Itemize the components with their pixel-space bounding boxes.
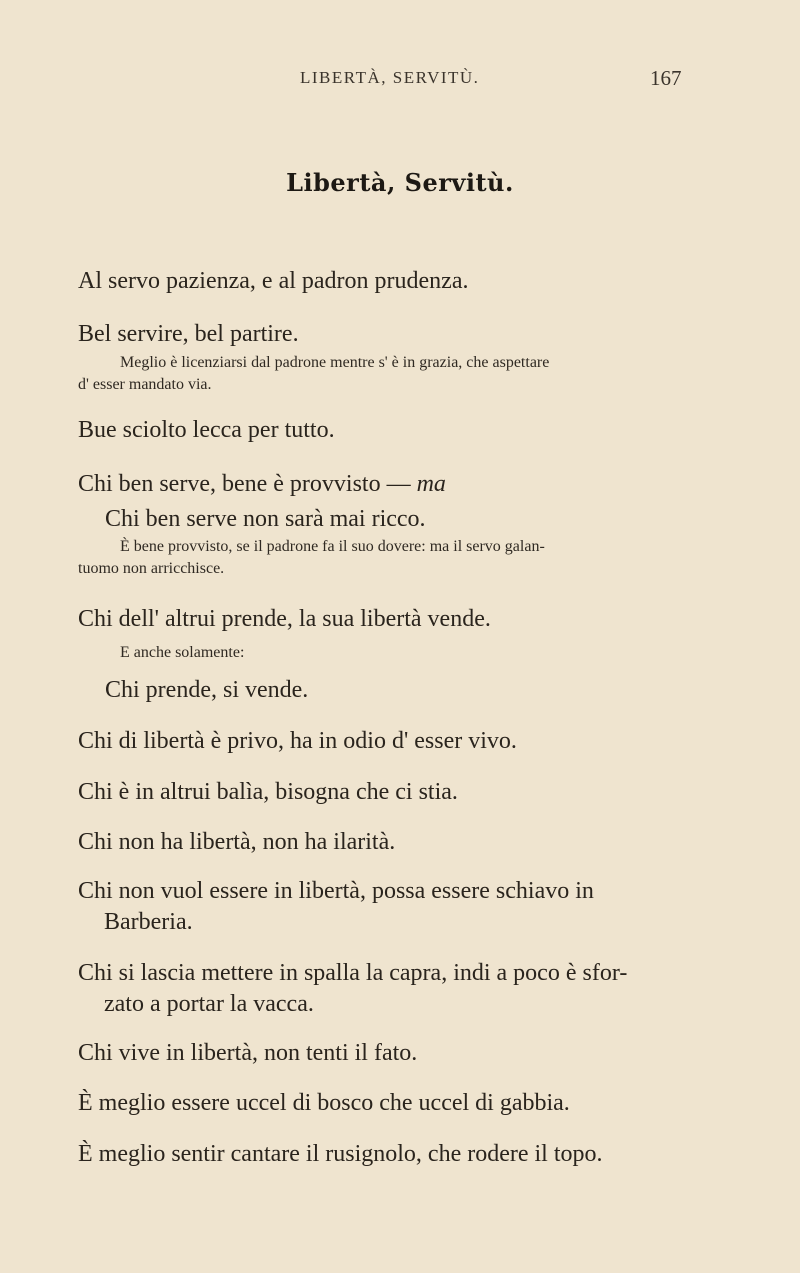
proverb [78, 878, 594, 936]
proverb: Chi prende, si vende. [105, 677, 309, 703]
proverb: Bue sciolto lecca per tutto. [78, 417, 335, 443]
proverb-note [78, 536, 545, 580]
note-line: d' esser mandato via. [78, 376, 212, 393]
proverb-line: zato a portar la vacca. [104, 991, 314, 1017]
proverb [78, 471, 446, 498]
proverb: Chi di libertà è privo, ha in odio d' esser vivo. [78, 728, 517, 754]
page-number: 167 [650, 66, 682, 90]
proverb: È meglio sentir cantare il rusignolo, che rodere il topo. [78, 1141, 603, 1167]
note-line: È bene provvisto, se il padrone fa il suo dovere: ma il servo galan- [120, 538, 545, 555]
proverb: Chi ben serve non sarà mai ricco. [105, 506, 426, 532]
proverb: Chi non ha libertà, non ha ilarità. [78, 829, 396, 855]
proverb: Chi è in altrui balìa, bisogna che ci stia. [78, 779, 458, 805]
running-head [0, 68, 800, 98]
proverb-text: Chi ben serve, bene è provvisto — [78, 471, 411, 497]
proverb [78, 960, 627, 1018]
note-line: Meglio è licenziarsi dal padrone mentre s' è in grazia, che aspettare [120, 354, 550, 371]
proverb: Bel servire, bel partire. [78, 321, 299, 347]
running-title: LIBERTÀ, SERVITÙ. [300, 68, 480, 87]
proverb-line: Chi si lascia mettere in spalla la capra, indi a poco è sfor- [78, 960, 628, 986]
section-title: Libertà, Servitù. [286, 168, 514, 197]
proverb: Chi dell' altrui prende, la sua libertà vende. [78, 606, 491, 632]
note-line: E anche solamente: [120, 644, 245, 661]
proverb-line: Barberia. [104, 909, 193, 935]
proverb: Chi vive in libertà, non tenti il fato. [78, 1040, 418, 1066]
proverb: Al servo pazienza, e al padron prudenza. [78, 268, 469, 294]
proverb-note [78, 352, 550, 396]
proverb: È meglio essere uccel di bosco che uccel di gabbia. [78, 1090, 570, 1116]
proverb-note [120, 642, 244, 664]
connector-word: ma [416, 471, 446, 497]
note-line: tuomo non arricchisce. [78, 560, 225, 577]
proverb-line: Chi non vuol essere in libertà, possa essere schiavo in [78, 878, 594, 904]
